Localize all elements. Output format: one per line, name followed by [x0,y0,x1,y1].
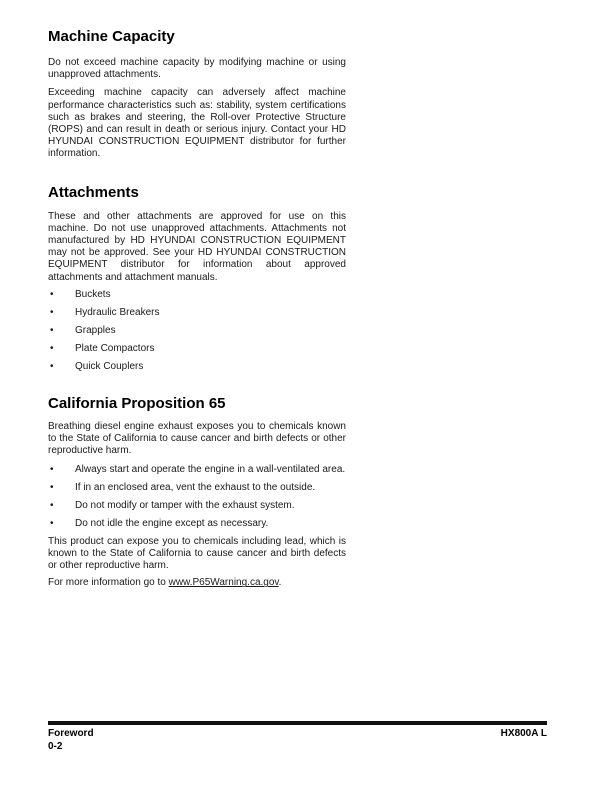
list-item [48,464,346,476]
bullet-marker: • [50,463,54,475]
bullet-marker: • [50,481,54,493]
list-item [48,325,346,337]
footer-left [48,728,94,753]
list-item [48,343,346,355]
machine-capacity-paragraph-1: Do not exceed machine capacity by modifying machine or using unapproved attachments. [48,57,346,81]
prop65-paragraph-1: Breathing diesel engine exhaust exposes you to chemicals known to the State of California to cause cancer and birth defects or other reproductive harm. [48,421,346,457]
list-item [48,482,346,494]
list-item-label: If in an enclosed area, vent the exhaust to the outside. [75,481,316,493]
heading-machine-capacity: Machine Capacity [48,28,175,45]
list-item-label: Do not modify or tamper with the exhaust system. [75,499,295,511]
footer-page-number: 0-2 [48,740,63,752]
more-info-line [48,577,346,589]
bullet-marker: • [50,499,54,511]
prop65-bullet-list [48,464,346,530]
attachments-paragraph-1: These and other attachments are approved for use on this machine. Do not use unapproved attachments. Attachments not manufactured by HD HYUNDAI CONSTRUCTION EQUIPMENT may not be approved. See your HD HYUNDAI CONSTRUCTION EQUIPMENT distributor for information about approved attachments and attachment manuals. [48,210,346,283]
list-item [48,289,346,301]
list-item-label: Always start and operate the engine in a wall-ventilated area. [75,463,346,475]
page-content [48,28,346,600]
list-item-label: Plate Compactors [75,342,155,354]
list-item-label: Hydraulic Breakers [75,306,160,318]
list-item-label: Grapples [75,324,116,336]
heading-california-proposition-65: California Proposition 65 [48,395,226,413]
bullet-marker: • [50,306,54,318]
attachments-bullet-list [48,289,346,373]
p65-warning-link[interactable]: www.P65Warning.ca.gov [168,577,279,589]
footer-section-name: Foreword [48,728,94,739]
more-info-suffix: . [278,577,282,589]
prop65-paragraph-2: This product can expose you to chemicals including lead, which is known to the State of California to cause cancer and birth defects or other reproductive harm. [48,535,346,572]
bullet-marker: • [50,360,54,372]
list-item-label: Do not idle the engine except as necessary. [75,517,269,529]
bullet-marker: • [50,517,54,529]
bullet-marker: • [50,324,54,336]
list-item [48,500,346,512]
footer-rule [48,721,547,725]
bullet-marker: • [50,288,54,300]
more-info-prefix: For more information go to [48,577,169,589]
list-item-label: Quick Couplers [75,360,144,372]
list-item [48,361,346,373]
footer-model-label: HX800A L [500,728,547,739]
heading-attachments: Attachments [48,183,139,201]
list-item [48,307,346,319]
bullet-marker: • [50,342,54,354]
list-item-label: Buckets [75,288,111,300]
list-item [48,518,346,530]
machine-capacity-paragraph-2: Exceeding machine capacity can adversely affect machine performance characteristics such as: stability, system certifications such as brakes and steering, the Roll-over Protective Structure (ROPS) and can result in death or serious injury. Contact your HD HYUNDAI CONSTRUCTION EQUIPMENT distributor for further information. [48,87,346,160]
